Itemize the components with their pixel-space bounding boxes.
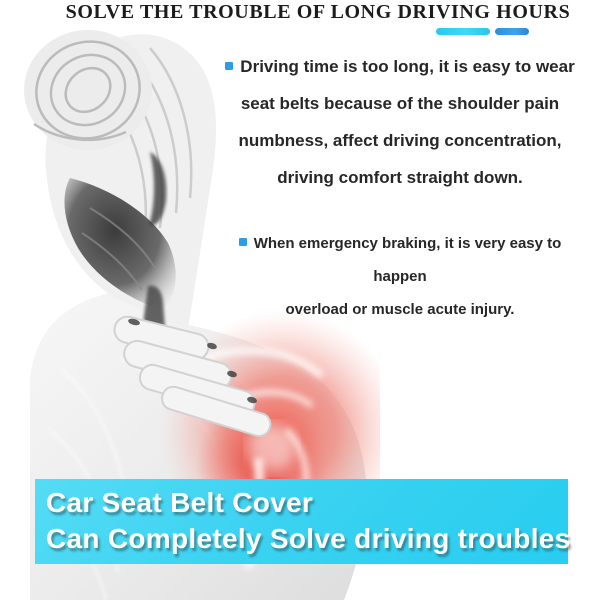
bullet-line — [222, 48, 578, 85]
bullet-line: driving comfort straight down. — [277, 168, 523, 187]
bullet-line — [222, 227, 578, 293]
bullet-point-driving-time — [222, 48, 578, 196]
bullet-line: seat belts because of the shoulder pain — [240, 94, 560, 113]
accent-bar-blue — [495, 28, 529, 35]
banner-line: Car Seat Belt Cover — [46, 487, 314, 518]
bullet-line: overload or muscle acute injury. — [285, 301, 515, 318]
bullet-square-icon — [239, 238, 247, 246]
page-title: SOLVE THE TROUBLE OF LONG DRIVING HOURS — [65, 1, 571, 23]
bullet-square-icon — [225, 62, 233, 70]
bullet-point-emergency-braking — [222, 227, 578, 326]
banner-line: Can Completely Solve driving troubles — [46, 523, 571, 554]
bullet-text: When emergency braking, it is very easy to happen — [253, 235, 562, 285]
product-claim-banner — [35, 479, 571, 564]
bullet-text: Driving time is too long, it is easy to wear — [240, 57, 575, 76]
bullet-line: numbness, affect driving concentration, — [238, 131, 562, 150]
accent-bar-cyan — [436, 28, 490, 35]
